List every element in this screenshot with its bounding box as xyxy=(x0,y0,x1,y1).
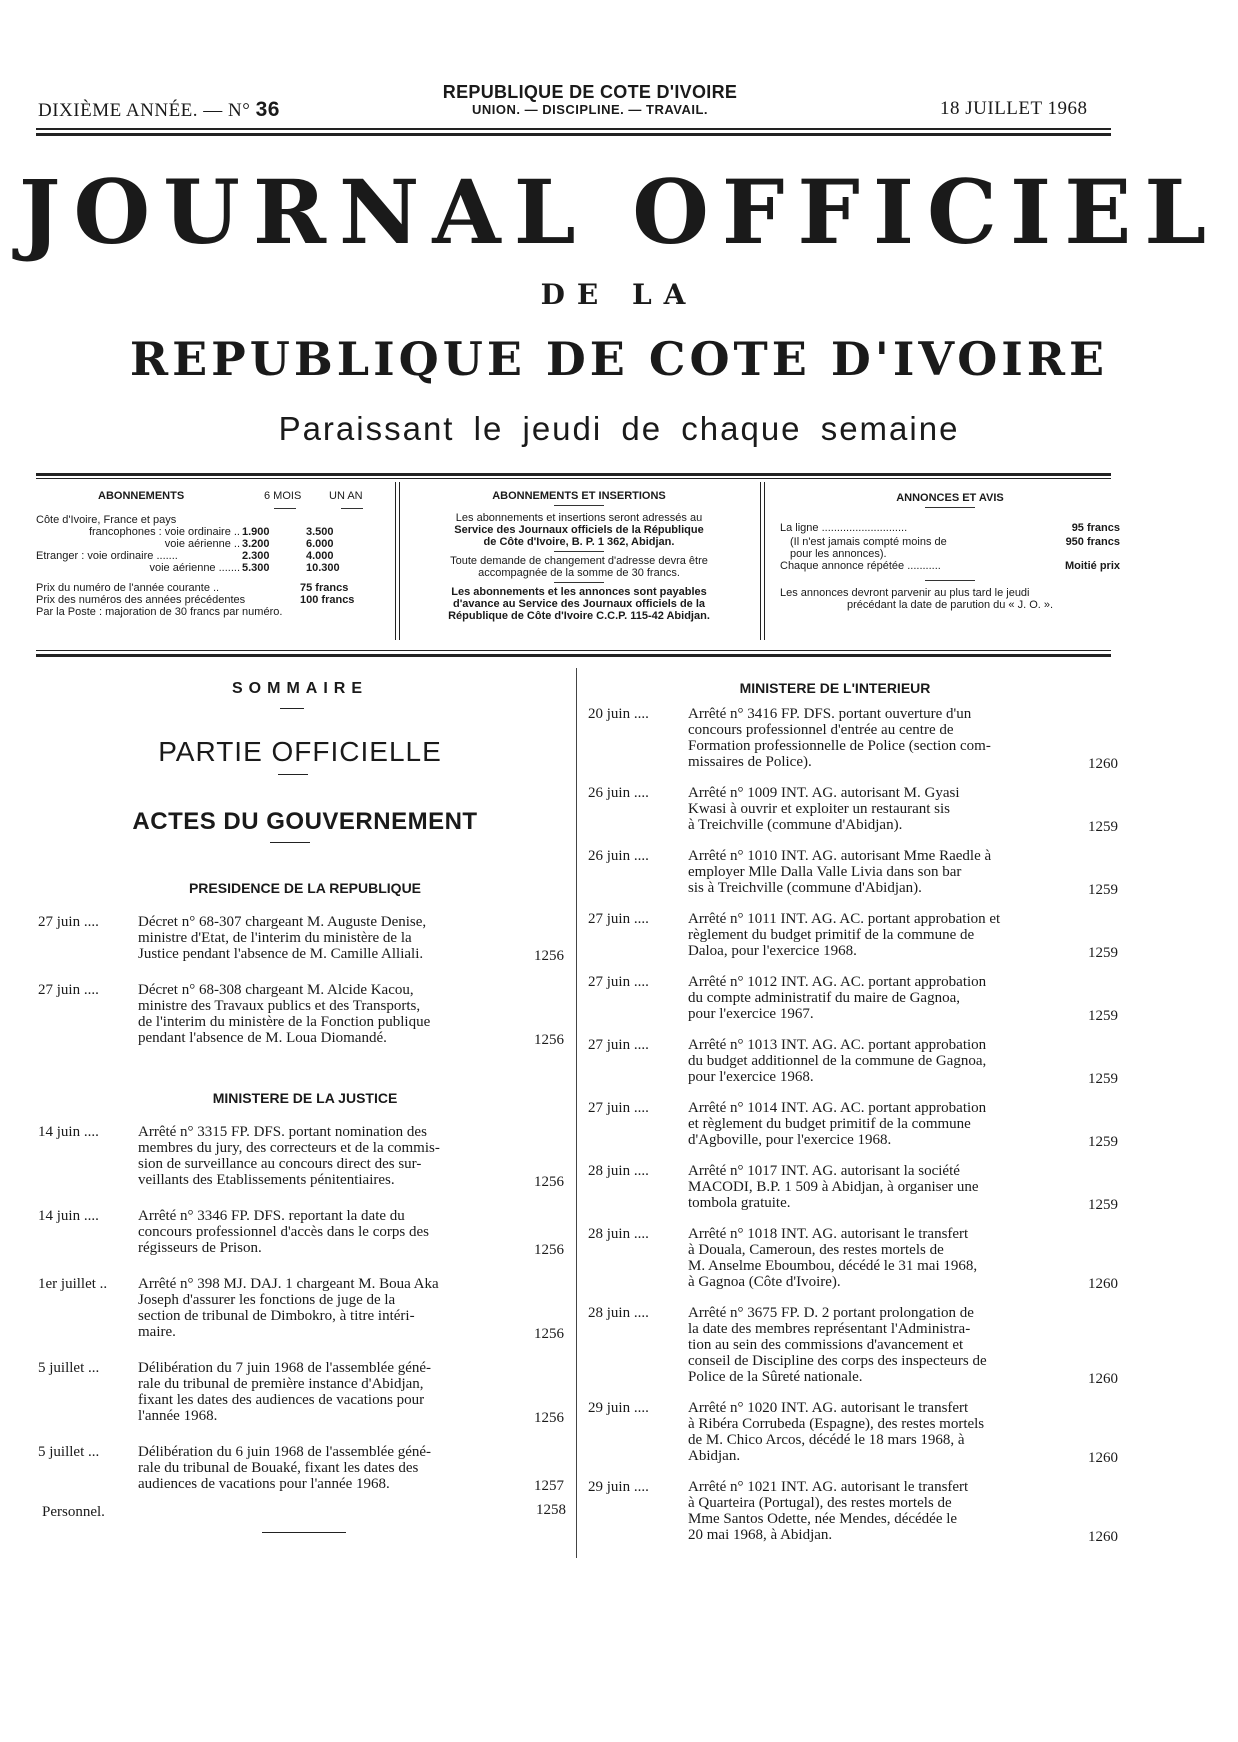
toc-entry-line: rale du tribunal de première instance d'Abidjan, xyxy=(138,1376,424,1392)
toc-entry-line: de l'interim du ministère de la Fonction publique xyxy=(138,1014,431,1030)
toc-entry-page: 1259 xyxy=(1088,1134,1118,1150)
abonnements-prix-value: 75 francs xyxy=(300,582,349,594)
abonnements-row xyxy=(36,526,386,538)
header-rule xyxy=(36,128,1111,130)
toc-entry-line: concours professionnel d'accès dans le corps des xyxy=(138,1224,429,1240)
toc-entry-line: du budget additionnel de la commune de Gagnoa, xyxy=(688,1053,987,1069)
toc-entry-line: Arrêté n° 1010 INT. AG. autorisant Mme Raedle à xyxy=(688,848,992,864)
toc-entry-line: Arrêté n° 398 MJ. DAJ. 1 chargeant M. Boua Aka xyxy=(138,1276,439,1292)
toc-entry-date: 14 juin .... xyxy=(38,1208,99,1224)
abonnements-row xyxy=(36,514,386,526)
abonnements-row-6mois: 1.900 xyxy=(242,526,270,538)
toc-entry-date: 26 juin .... xyxy=(588,848,649,864)
toc-entry-line: à Gagnoa (Côte d'Ivoire). xyxy=(688,1274,841,1290)
box-divider-1b xyxy=(399,482,400,640)
toc-entry-line: d'Agboville, pour l'exercice 1968. xyxy=(688,1132,892,1148)
toc-entry-page: 1260 xyxy=(1088,756,1118,772)
toc-entry-line: du compte administratif du maire de Gagnoa, xyxy=(688,990,960,1006)
issue-date: 18 JUILLET 1968 xyxy=(940,98,1088,119)
abonnements-prix-label: Prix du numéro de l'année courante .. xyxy=(36,582,220,594)
insertions-p1a: Les abonnements et insertions seront adressés au xyxy=(455,512,703,524)
toc-entry-page: 1259 xyxy=(1088,882,1118,898)
abonnements-prix-row xyxy=(36,582,386,594)
toc-entry-line: section de tribunal de Dimbokro, à titre intéri- xyxy=(138,1308,415,1324)
toc-entry-line: Arrêté n° 1009 INT. AG. autorisant M. Gyasi xyxy=(688,785,960,801)
insertions-box xyxy=(406,490,752,622)
abonnements-row-6mois: 3.200 xyxy=(242,538,270,550)
toc-entry-line: Joseph d'assurer les fonctions de juge de la xyxy=(138,1292,396,1308)
insertions-p1c: de Côte d'Ivoire, B. P. 1 362, Abidjan. xyxy=(483,536,675,548)
toc-entry-text xyxy=(688,974,1068,1022)
toc-entry-date: 28 juin .... xyxy=(588,1226,649,1242)
toc-entry-date: 27 juin .... xyxy=(588,911,649,927)
toc-entry-line: Arrêté n° 1017 INT. AG. autorisant la société xyxy=(688,1163,960,1179)
partie-officielle: PARTIE OFFICIELLE xyxy=(158,736,442,767)
toc-entry-line: Formation professionnelle de Police (section com- xyxy=(688,738,991,754)
toc-entry-line: Arrêté n° 3416 FP. DFS. portant ouverture d'un xyxy=(688,706,972,722)
toc-entry-line: Arrêté n° 1013 INT. AG. AC. portant approbation xyxy=(688,1037,987,1053)
abonnements-prix-label: Par la Poste : majoration de 30 francs par numéro. xyxy=(36,606,283,618)
toc-entry-text xyxy=(688,1100,1068,1148)
abonnements-table xyxy=(36,514,386,574)
box-rule-top-thin xyxy=(36,478,1111,479)
toc-entry-line: ministre d'Etat, de l'interim du ministère de la xyxy=(138,930,412,946)
toc-entry-line: employer Mlle Dalla Valle Livia dans son bar xyxy=(688,864,962,880)
annonces-delai-b: précédant la date de parution du « J. O. ». xyxy=(846,599,1054,611)
abonnements-row-label: Côte d'Ivoire, France et pays xyxy=(36,514,177,526)
toc-entry-date: 27 juin .... xyxy=(38,914,99,930)
annonces-repete-value: Moitié prix xyxy=(1064,560,1120,572)
annonces-box xyxy=(780,492,1120,611)
abonnements-prix-row xyxy=(36,606,386,618)
toc-entry-line: régisseurs de Prison. xyxy=(138,1240,262,1256)
toc-entry-line: ministre des Travaux publics et des Transports, xyxy=(138,998,421,1014)
annonces-ligne-label: La ligne ............................ xyxy=(780,522,908,534)
header-motto: UNION. — DISCIPLINE. — TRAVAIL. xyxy=(471,102,709,117)
toc-entry-line: Délibération du 7 juin 1968 de l'assemblée géné- xyxy=(138,1360,432,1376)
abonnements-row-6mois: 2.300 xyxy=(242,550,270,562)
sommaire-rule xyxy=(280,708,304,709)
toc-entry-line: Mme Santos Odette, née Mendes, décédée le xyxy=(688,1511,958,1527)
partie-rule xyxy=(278,774,308,775)
box-divider-2 xyxy=(760,482,761,640)
toc-entry-line: sion de surveillance au concours direct des sur- xyxy=(138,1156,422,1172)
journal-title: JOURNAL OFFICIEL xyxy=(18,160,1220,264)
toc-entry-line: Décret n° 68-308 chargeant M. Alcide Kacou, xyxy=(138,982,414,998)
abonnements-prix xyxy=(36,582,386,618)
toc-entry-line: Arrêté n° 3675 FP. D. 2 portant prolongation de xyxy=(688,1305,974,1321)
toc-entry-line: fixant les dates des audiences de vacations pour xyxy=(138,1392,425,1408)
annonces-ligne-value: 95 francs xyxy=(1071,522,1120,534)
abonnements-row xyxy=(36,562,386,574)
abonnements-row-unan: 10.300 xyxy=(306,562,340,574)
toc-entry-line: Justice pendant l'absence de M. Camille Alliali. xyxy=(138,946,424,962)
toc-entry-text xyxy=(138,914,518,962)
toc-entry-line: Arrêté n° 1012 INT. AG. AC. portant approbation xyxy=(688,974,987,990)
abonnements-row xyxy=(36,550,386,562)
insertions-p2b: accompagnée de la somme de 30 francs. xyxy=(478,567,680,579)
box-divider-1 xyxy=(395,482,396,640)
toc-entry-line: à Quarteira (Portugal), des restes mortels de xyxy=(688,1495,952,1511)
toc-entry-line: pendant l'absence de M. Loua Diomandé. xyxy=(138,1030,387,1046)
toc-entry-text xyxy=(688,1305,1068,1385)
annonces-heading: ANNONCES ET AVIS xyxy=(896,492,1004,504)
toc-entry-text xyxy=(138,1276,518,1340)
toc-entry-line: Arrêté n° 3346 FP. DFS. reportant la date du xyxy=(138,1208,405,1224)
abonnements-row-unan: 3.500 xyxy=(306,526,334,538)
toc-entry-line: MACODI, B.P. 1 509 à Abidjan, à organiser une xyxy=(688,1179,979,1195)
sommaire-title: SOMMAIRE xyxy=(232,680,368,697)
toc-entry-line: à Ribéra Corrubeda (Espagne), des restes mortels xyxy=(688,1416,985,1432)
toc-entry-line: règlement du budget primitif de la commune de xyxy=(688,927,975,943)
issue-label-text: DIXIÈME ANNÉE. — N° xyxy=(38,100,251,121)
toc-entry-page: 1256 xyxy=(534,1032,564,1048)
toc-entry-page: 1256 xyxy=(534,1326,564,1342)
toc-entry-date: 5 juillet ... xyxy=(38,1444,100,1460)
toc-entry-date: 1er juillet .. xyxy=(38,1276,108,1292)
header-republic xyxy=(400,82,780,117)
abonnements-row-label: voie aérienne ....... xyxy=(149,562,240,574)
annonces-note-b: pour les annonces). xyxy=(790,548,887,560)
toc-entry-text xyxy=(688,706,1068,770)
toc-entry-date: 27 juin .... xyxy=(588,1037,649,1053)
toc-entry-line: Arrêté n° 1020 INT. AG. autorisant le transfert xyxy=(688,1400,969,1416)
toc-entry-line: l'année 1968. xyxy=(138,1408,218,1424)
toc-entry-date: 27 juin .... xyxy=(38,982,99,998)
toc-entry-text xyxy=(688,1037,1068,1085)
box-rule-bottom-thin xyxy=(36,650,1111,651)
toc-entry-line: pour l'exercice 1968. xyxy=(688,1069,814,1085)
toc-entry-text xyxy=(688,911,1068,959)
insertions-p3c: République de Côte d'Ivoire C.C.P. 115-42 Abidjan. xyxy=(448,610,710,622)
toc-entry-line: pour l'exercice 1967. xyxy=(688,1006,814,1022)
toc-entry-line: de M. Chico Arcos, décédé le 18 mars 1968, à xyxy=(688,1432,965,1448)
toc-entry-line: membres du jury, des correcteurs et de la commis- xyxy=(138,1140,440,1156)
abonnements-row-unan: 6.000 xyxy=(306,538,334,550)
toc-entry-line: Kwasi à ouvrir et exploiter un restaurant sis xyxy=(688,801,951,817)
end-rule xyxy=(262,1532,346,1533)
toc-entry-line: rale du tribunal de Bouaké, fixant les dates des xyxy=(138,1460,419,1476)
toc-entry-text xyxy=(138,1444,518,1492)
toc-entry-date: 28 juin .... xyxy=(588,1163,649,1179)
insertions-heading: ABONNEMENTS ET INSERTIONS xyxy=(492,490,666,502)
actes-gouvernement: ACTES DU GOUVERNEMENT xyxy=(132,808,478,835)
toc-entry-line: audiences de vacations pour l'année 1968. xyxy=(138,1476,390,1492)
toc-entry-page: 1256 xyxy=(534,1174,564,1190)
toc-entry-page: 1259 xyxy=(1088,1008,1118,1024)
toc-entry-page: 1260 xyxy=(1088,1529,1118,1545)
toc-entry-line: veillants des Etablissements pénitentiaires. xyxy=(138,1172,395,1188)
annonces-note-a: (Il n'est jamais compté moins de xyxy=(790,536,947,548)
toc-entry-page: 1259 xyxy=(1088,819,1118,835)
toc-entry-page: 1256 xyxy=(534,948,564,964)
toc-entry-line: M. Anselme Eboumbou, décédé le 31 mai 1968, xyxy=(688,1258,978,1274)
toc-entry-line: Daloa, pour l'exercice 1968. xyxy=(688,943,857,959)
insertions-p2a: Toute demande de changement d'adresse devra être xyxy=(450,555,708,567)
toc-entry-line: sis à Treichville (commune d'Abidjan). xyxy=(688,880,922,896)
personnel-label: Personnel. xyxy=(42,1504,105,1520)
abonnements-row-label: francophones : voie ordinaire .. xyxy=(88,526,240,538)
abonnements-prix-label: Prix des numéros des années précédentes xyxy=(36,594,246,606)
toc-entry-line: conseil de Discipline des corps des inspecteurs de xyxy=(688,1353,987,1369)
abonnements-col-6mois: 6 MOIS xyxy=(264,490,302,502)
toc-entry-line: Arrêté n° 1021 INT. AG. autorisant le transfert xyxy=(688,1479,969,1495)
toc-entry-page: 1256 xyxy=(534,1242,564,1258)
header-republic-name: REPUBLIQUE DE COTE D'IVOIRE xyxy=(442,82,738,102)
toc-entry-page: 1259 xyxy=(1088,1197,1118,1213)
toc-entry-text xyxy=(138,1124,518,1188)
annonces-repete-label: Chaque annonce répétée ........... xyxy=(780,560,941,572)
insertions-p3a: Les abonnements et les annonces sont payables xyxy=(451,586,707,598)
toc-entry-line: Abidjan. xyxy=(688,1448,741,1464)
toc-entry-line: Arrêté n° 1014 INT. AG. AC. portant approbation xyxy=(688,1100,987,1116)
journal-republic: REPUBLIQUE DE COTE D'IVOIRE xyxy=(129,332,1109,386)
toc-entry-line: concours professionnel d'entrée au centre de xyxy=(688,722,954,738)
right-section-heading: MINISTERE DE L'INTERIEUR xyxy=(739,680,931,696)
abonnements-row xyxy=(36,538,386,550)
toc-entry-line: et règlement du budget primitif de la commune xyxy=(688,1116,971,1132)
toc-entry-text xyxy=(688,1226,1068,1290)
abonnements-heading: ABONNEMENTS xyxy=(98,490,185,502)
toc-entry-date: 29 juin .... xyxy=(588,1400,649,1416)
abonnements-box xyxy=(36,490,386,618)
actes-rule xyxy=(270,842,310,843)
annonces-delai-a: Les annonces devront parvenir au plus tard le jeudi xyxy=(780,587,1030,599)
toc-entry-line: Police de la Sûreté nationale. xyxy=(688,1369,863,1385)
toc-entry-line: Arrêté n° 1018 INT. AG. autorisant le transfert xyxy=(688,1226,969,1242)
annonces-note-value: 950 francs xyxy=(1065,536,1120,548)
toc-entry-date: 28 juin .... xyxy=(588,1305,649,1321)
toc-entry-date: 26 juin .... xyxy=(588,785,649,801)
toc-entry-line: à Douala, Cameroun, des restes mortels de xyxy=(688,1242,944,1258)
toc-entry-line: maire. xyxy=(138,1324,176,1340)
toc-entry-text xyxy=(138,1208,518,1256)
box-divider-2b xyxy=(764,482,765,640)
toc-entry-line: Arrêté n° 3315 FP. DFS. portant nomination des xyxy=(138,1124,427,1140)
issue-number: 36 xyxy=(255,98,280,121)
toc-entry-line: tombola gratuite. xyxy=(688,1195,791,1211)
journal-de-la: DE LA xyxy=(540,278,698,311)
toc-entry-text xyxy=(688,785,1068,833)
toc-entry-text xyxy=(688,1479,1068,1543)
left-section-heading: PRESIDENCE DE LA REPUBLIQUE xyxy=(188,880,422,896)
toc-entry-text xyxy=(138,982,518,1046)
column-divider xyxy=(576,668,577,1558)
toc-entry-line: à Treichville (commune d'Abidjan). xyxy=(688,817,903,833)
toc-entry-line: 20 mai 1968, à Abidjan. xyxy=(688,1527,833,1543)
toc-entry-date: 27 juin .... xyxy=(588,974,649,990)
toc-entry-date: 27 juin .... xyxy=(588,1100,649,1116)
header-rule-thick xyxy=(36,133,1111,136)
toc-entry-page: 1260 xyxy=(1088,1371,1118,1387)
toc-entry-text xyxy=(688,848,1068,896)
toc-entry-page: 1259 xyxy=(1088,945,1118,961)
toc-entry-date: 14 juin .... xyxy=(38,1124,99,1140)
toc-entry-line: tion au sein des commissions d'avancement et xyxy=(688,1337,964,1353)
toc-entry-page: 1260 xyxy=(1088,1276,1118,1292)
abonnements-col-unan: UN AN xyxy=(329,490,363,502)
toc-entry-line: Décret n° 68-307 chargeant M. Auguste Denise, xyxy=(138,914,427,930)
toc-entry-page: 1257 xyxy=(534,1478,564,1494)
toc-entry-date: 20 juin .... xyxy=(588,706,649,722)
abonnements-row-6mois: 5.300 xyxy=(242,562,270,574)
personnel-page: 1258 xyxy=(536,1502,566,1518)
toc-entry-text xyxy=(138,1360,518,1424)
abonnements-prix-row xyxy=(36,594,386,606)
abonnements-row-label: Etranger : voie ordinaire ....... xyxy=(36,550,178,562)
insertions-p1b: Service des Journaux officiels de la République xyxy=(454,524,704,536)
toc-entry-page: 1256 xyxy=(534,1410,564,1426)
toc-entry-text xyxy=(688,1400,1068,1464)
toc-entry-page: 1259 xyxy=(1088,1071,1118,1087)
abonnements-row-unan: 4.000 xyxy=(306,550,334,562)
box-rule-bottom xyxy=(36,654,1111,657)
toc-entry-date: 29 juin .... xyxy=(588,1479,649,1495)
issue-label xyxy=(38,98,280,122)
toc-entry-text xyxy=(688,1163,1068,1211)
toc-entry-line: missaires de Police). xyxy=(688,754,812,770)
abonnements-row-label: voie aérienne .. xyxy=(164,538,240,550)
toc-entry-line: Arrêté n° 1011 INT. AG. AC. portant approbation et xyxy=(688,911,1001,927)
toc-entry-line: la date des membres représentant l'Administra- xyxy=(688,1321,971,1337)
abonnements-prix-value: 100 francs xyxy=(300,594,355,606)
toc-entry-line: Délibération du 6 juin 1968 de l'assemblée géné- xyxy=(138,1444,432,1460)
journal-tagline: Paraissant le jeudi de chaque semaine xyxy=(278,410,960,447)
box-rule-top xyxy=(36,473,1111,476)
insertions-p3b: d'avance au Service des Journaux officiels de la xyxy=(452,598,706,610)
left-section-heading: MINISTERE DE LA JUSTICE xyxy=(212,1090,398,1106)
toc-entry-page: 1260 xyxy=(1088,1450,1118,1466)
toc-entry-date: 5 juillet ... xyxy=(38,1360,100,1376)
